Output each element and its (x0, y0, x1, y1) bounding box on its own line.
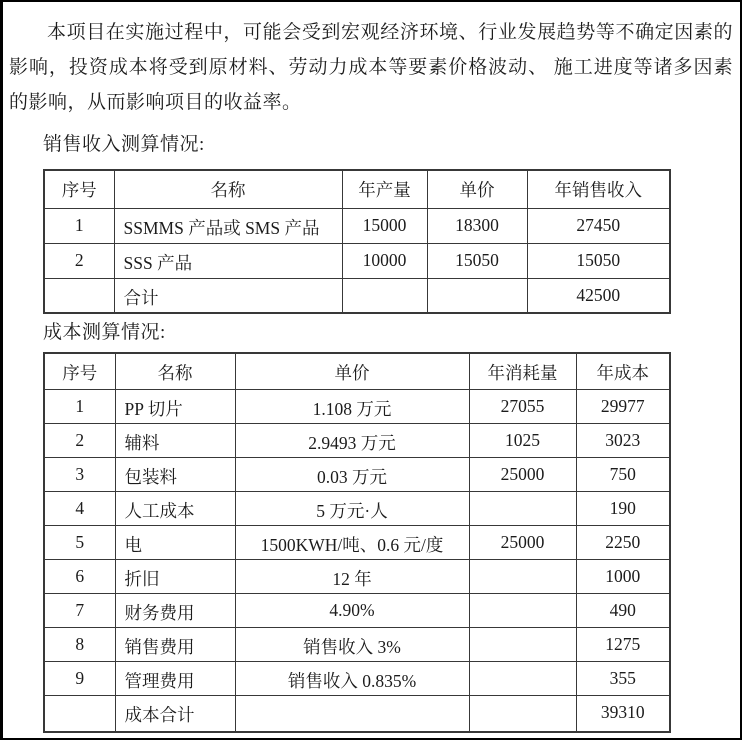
table-cell: 4.90% (235, 593, 469, 627)
table-row (44, 208, 670, 243)
column-header: 年产量 (342, 170, 427, 208)
page-content (3, 2, 740, 733)
column-header: 单价 (427, 170, 527, 208)
table-cell: 27450 (527, 208, 670, 243)
table-cell: 1 (44, 389, 115, 423)
table-cell: 1000 (576, 559, 670, 593)
table-cell: 3023 (576, 423, 670, 457)
cost-table (43, 352, 671, 733)
table-cell (469, 661, 576, 695)
table-cell: 15000 (342, 208, 427, 243)
table-cell: 2 (44, 243, 114, 278)
table-row (44, 457, 670, 491)
table-row (44, 491, 670, 525)
table-cell: 6 (44, 559, 115, 593)
table-row (44, 243, 670, 278)
column-header: 序号 (44, 170, 114, 208)
cost-section-heading: 成本测算情况: (43, 322, 166, 343)
table-cell: 18300 (427, 208, 527, 243)
table-row (44, 661, 670, 695)
table-cell: 2250 (576, 525, 670, 559)
column-header: 年成本 (576, 353, 670, 389)
table-cell: 成本合计 (115, 695, 235, 732)
table-cell: PP 切片 (115, 389, 235, 423)
table-cell: 管理费用 (115, 661, 235, 695)
table-cell: 27055 (469, 389, 576, 423)
table-cell: 7 (44, 593, 115, 627)
table-cell: 1025 (469, 423, 576, 457)
table-cell: 355 (576, 661, 670, 695)
table-cell: 人工成本 (115, 491, 235, 525)
table-cell: 1275 (576, 627, 670, 661)
column-header: 序号 (44, 353, 115, 389)
table-cell: 25000 (469, 457, 576, 491)
table-cell (235, 695, 469, 732)
table-cell (427, 278, 527, 313)
table-cell: 750 (576, 457, 670, 491)
table-cell: 销售收入 0.835% (235, 661, 469, 695)
revenue-section-heading: 销售收入测算情况: (43, 134, 205, 155)
table-cell: 42500 (527, 278, 670, 313)
column-header: 名称 (114, 170, 342, 208)
table-cell: 辅料 (115, 423, 235, 457)
table-cell: 财务费用 (115, 593, 235, 627)
table-cell: 包装料 (115, 457, 235, 491)
table-cell: 29977 (576, 389, 670, 423)
table-cell: 8 (44, 627, 115, 661)
table-row (44, 389, 670, 423)
table-row (44, 695, 670, 732)
column-header: 年消耗量 (469, 353, 576, 389)
table-cell (469, 491, 576, 525)
table-cell (44, 278, 114, 313)
table-cell: 190 (576, 491, 670, 525)
table-cell: 销售收入 3% (235, 627, 469, 661)
table-cell: 1 (44, 208, 114, 243)
table-cell: 合计 (114, 278, 342, 313)
table-row (44, 278, 670, 313)
table-cell: 1.108 万元 (235, 389, 469, 423)
table-cell (342, 278, 427, 313)
column-header: 单价 (235, 353, 469, 389)
table-cell (44, 695, 115, 732)
table-row (44, 559, 670, 593)
table-cell: 12 年 (235, 559, 469, 593)
table-cell: 1500KWH/吨、0.6 元/度 (235, 525, 469, 559)
table-cell: 15050 (427, 243, 527, 278)
table-cell: SSMMS 产品或 SMS 产品 (114, 208, 342, 243)
table-cell: 9 (44, 661, 115, 695)
table-cell (469, 695, 576, 732)
table-row (44, 593, 670, 627)
table-cell: 销售费用 (115, 627, 235, 661)
column-header: 名称 (115, 353, 235, 389)
table-cell: 39310 (576, 695, 670, 732)
revenue-table (43, 169, 671, 314)
table-cell: 电 (115, 525, 235, 559)
table-cell (469, 593, 576, 627)
table-cell: 490 (576, 593, 670, 627)
table-cell: 10000 (342, 243, 427, 278)
table-cell: 4 (44, 491, 115, 525)
table-cell: 5 (44, 525, 115, 559)
column-header: 年销售收入 (527, 170, 670, 208)
table-cell (469, 559, 576, 593)
header-row (44, 353, 670, 389)
table-cell: 25000 (469, 525, 576, 559)
table-cell (469, 627, 576, 661)
table-row (44, 423, 670, 457)
table-cell: 2.9493 万元 (235, 423, 469, 457)
table-cell: SSS 产品 (114, 243, 342, 278)
header-row (44, 170, 670, 208)
risk-intro-paragraph: 本项目在实施过程中，可能会受到宏观经济环境、行业发展趋势等不确定因素的影响，投资成本将受到原材料、劳动力成本等要素价格波动、 施工进度等诸多因素的影响，从而影响项目的收益率。 (9, 22, 733, 113)
table-cell: 2 (44, 423, 115, 457)
table-cell: 0.03 万元 (235, 457, 469, 491)
table-cell: 5 万元·人 (235, 491, 469, 525)
table-row (44, 525, 670, 559)
table-cell: 3 (44, 457, 115, 491)
table-cell: 15050 (527, 243, 670, 278)
table-cell: 折旧 (115, 559, 235, 593)
table-row (44, 627, 670, 661)
